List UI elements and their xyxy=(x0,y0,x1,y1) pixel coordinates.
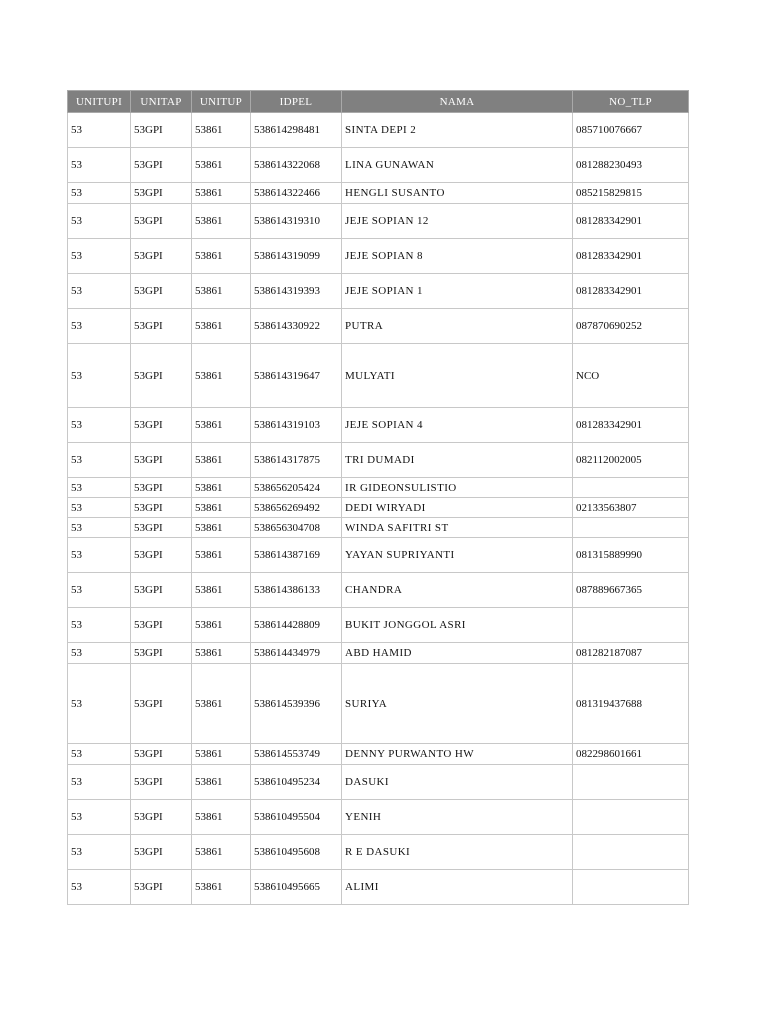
table-row xyxy=(68,204,689,239)
unitup-cell: 53861 xyxy=(192,608,251,643)
nama-cell: TRI DUMADI xyxy=(342,443,573,478)
nama-cell: MULYATI xyxy=(342,344,573,408)
table-row xyxy=(68,664,689,744)
table-row xyxy=(68,344,689,408)
unitap-cell: 53GPI xyxy=(131,608,192,643)
unitap-cell: 53GPI xyxy=(131,478,192,498)
nama-cell: IR GIDEONSULISTIO xyxy=(342,478,573,498)
no-tlp-cell: 081288230493 xyxy=(573,148,689,183)
unitupi-cell: 53 xyxy=(68,113,131,148)
no-tlp-cell: 085215829815 xyxy=(573,183,689,204)
unitupi-cell: 53 xyxy=(68,309,131,344)
nama-cell: DEDI WIRYADI xyxy=(342,498,573,518)
unitap-cell: 53GPI xyxy=(131,113,192,148)
nama-cell: BUKIT JONGGOL ASRI xyxy=(342,608,573,643)
unitup-cell: 53861 xyxy=(192,498,251,518)
no-tlp-cell: 085710076667 xyxy=(573,113,689,148)
table-row xyxy=(68,443,689,478)
idpel-cell: 538614428809 xyxy=(251,608,342,643)
unitupi-cell: 53 xyxy=(68,204,131,239)
no-tlp-cell: 082298601661 xyxy=(573,744,689,765)
nama-cell: JEJE SOPIAN 4 xyxy=(342,408,573,443)
idpel-cell: 538614330922 xyxy=(251,309,342,344)
unitap-cell: 53GPI xyxy=(131,518,192,538)
unitupi-cell: 53 xyxy=(68,183,131,204)
no-tlp-cell: 082112002005 xyxy=(573,443,689,478)
no-tlp-cell: 081283342901 xyxy=(573,239,689,274)
nama-cell: JEJE SOPIAN 8 xyxy=(342,239,573,274)
table-row xyxy=(68,800,689,835)
unitupi-cell: 53 xyxy=(68,443,131,478)
column-header-no-tlp: NO_TLP xyxy=(573,91,689,113)
unitup-cell: 53861 xyxy=(192,408,251,443)
idpel-cell: 538610495504 xyxy=(251,800,342,835)
idpel-cell: 538614298481 xyxy=(251,113,342,148)
unitupi-cell: 53 xyxy=(68,538,131,573)
no-tlp-cell xyxy=(573,835,689,870)
unitupi-cell: 53 xyxy=(68,573,131,608)
unitupi-cell: 53 xyxy=(68,239,131,274)
unitup-cell: 53861 xyxy=(192,443,251,478)
unitup-cell: 53861 xyxy=(192,274,251,309)
unitupi-cell: 53 xyxy=(68,148,131,183)
unitupi-cell: 53 xyxy=(68,478,131,498)
unitap-cell: 53GPI xyxy=(131,870,192,905)
unitup-cell: 53861 xyxy=(192,148,251,183)
unitap-cell: 53GPI xyxy=(131,573,192,608)
idpel-cell: 538614322068 xyxy=(251,148,342,183)
unitap-cell: 53GPI xyxy=(131,274,192,309)
no-tlp-cell: 02133563807 xyxy=(573,498,689,518)
idpel-cell: 538614387169 xyxy=(251,538,342,573)
unitup-cell: 53861 xyxy=(192,239,251,274)
column-header-unitupi: UNITUPI xyxy=(68,91,131,113)
no-tlp-cell: 087870690252 xyxy=(573,309,689,344)
document-page xyxy=(67,90,688,905)
nama-cell: R E DASUKI xyxy=(342,835,573,870)
no-tlp-cell: 081282187087 xyxy=(573,643,689,664)
table-row xyxy=(68,113,689,148)
unitap-cell: 53GPI xyxy=(131,765,192,800)
unitap-cell: 53GPI xyxy=(131,744,192,765)
table-row xyxy=(68,274,689,309)
table-row xyxy=(68,643,689,664)
idpel-cell: 538614317875 xyxy=(251,443,342,478)
nama-cell: WINDA SAFITRI ST xyxy=(342,518,573,538)
table-header-row xyxy=(68,91,689,113)
table-row xyxy=(68,608,689,643)
unitup-cell: 53861 xyxy=(192,113,251,148)
unitap-cell: 53GPI xyxy=(131,148,192,183)
unitup-cell: 53861 xyxy=(192,309,251,344)
nama-cell: JEJE SOPIAN 1 xyxy=(342,274,573,309)
table-row xyxy=(68,183,689,204)
table-row xyxy=(68,148,689,183)
unitup-cell: 53861 xyxy=(192,344,251,408)
unitupi-cell: 53 xyxy=(68,274,131,309)
no-tlp-cell xyxy=(573,608,689,643)
unitup-cell: 53861 xyxy=(192,573,251,608)
unitupi-cell: 53 xyxy=(68,344,131,408)
unitupi-cell: 53 xyxy=(68,870,131,905)
table-row xyxy=(68,518,689,538)
unitap-cell: 53GPI xyxy=(131,664,192,744)
unitupi-cell: 53 xyxy=(68,608,131,643)
no-tlp-cell: 087889667365 xyxy=(573,573,689,608)
column-header-unitap: UNITAP xyxy=(131,91,192,113)
idpel-cell: 538614322466 xyxy=(251,183,342,204)
nama-cell: SURIYA xyxy=(342,664,573,744)
nama-cell: YENIH xyxy=(342,800,573,835)
unitap-cell: 53GPI xyxy=(131,835,192,870)
no-tlp-cell xyxy=(573,800,689,835)
unitap-cell: 53GPI xyxy=(131,498,192,518)
unitup-cell: 53861 xyxy=(192,664,251,744)
idpel-cell: 538614319310 xyxy=(251,204,342,239)
idpel-cell: 538614434979 xyxy=(251,643,342,664)
idpel-cell: 538614386133 xyxy=(251,573,342,608)
table-row xyxy=(68,870,689,905)
nama-cell: JEJE SOPIAN 12 xyxy=(342,204,573,239)
idpel-cell: 538614319099 xyxy=(251,239,342,274)
unitupi-cell: 53 xyxy=(68,664,131,744)
idpel-cell: 538610495608 xyxy=(251,835,342,870)
table-row xyxy=(68,239,689,274)
column-header-idpel: IDPEL xyxy=(251,91,342,113)
unitupi-cell: 53 xyxy=(68,835,131,870)
unitup-cell: 53861 xyxy=(192,204,251,239)
unitupi-cell: 53 xyxy=(68,498,131,518)
table-row xyxy=(68,835,689,870)
table-row xyxy=(68,408,689,443)
table-body xyxy=(68,113,689,905)
unitupi-cell: 53 xyxy=(68,643,131,664)
no-tlp-cell: 081315889990 xyxy=(573,538,689,573)
idpel-cell: 538614539396 xyxy=(251,664,342,744)
unitap-cell: 53GPI xyxy=(131,443,192,478)
idpel-cell: 538614319647 xyxy=(251,344,342,408)
unitup-cell: 53861 xyxy=(192,744,251,765)
customer-table xyxy=(67,90,689,905)
table-row xyxy=(68,309,689,344)
unitup-cell: 53861 xyxy=(192,870,251,905)
nama-cell: LINA GUNAWAN xyxy=(342,148,573,183)
idpel-cell: 538656205424 xyxy=(251,478,342,498)
table-row xyxy=(68,744,689,765)
idpel-cell: 538656304708 xyxy=(251,518,342,538)
unitup-cell: 53861 xyxy=(192,478,251,498)
nama-cell: PUTRA xyxy=(342,309,573,344)
idpel-cell: 538610495665 xyxy=(251,870,342,905)
no-tlp-cell: 081283342901 xyxy=(573,204,689,239)
column-header-unitup: UNITUP xyxy=(192,91,251,113)
nama-cell: YAYAN SUPRIYANTI xyxy=(342,538,573,573)
table-row xyxy=(68,573,689,608)
unitup-cell: 53861 xyxy=(192,643,251,664)
unitupi-cell: 53 xyxy=(68,518,131,538)
unitap-cell: 53GPI xyxy=(131,183,192,204)
unitup-cell: 53861 xyxy=(192,183,251,204)
nama-cell: HENGLI SUSANTO xyxy=(342,183,573,204)
no-tlp-cell: 081283342901 xyxy=(573,408,689,443)
unitup-cell: 53861 xyxy=(192,765,251,800)
unitap-cell: 53GPI xyxy=(131,538,192,573)
unitupi-cell: 53 xyxy=(68,765,131,800)
unitup-cell: 53861 xyxy=(192,800,251,835)
unitupi-cell: 53 xyxy=(68,408,131,443)
no-tlp-cell: 081283342901 xyxy=(573,274,689,309)
nama-cell: ALIMI xyxy=(342,870,573,905)
no-tlp-cell xyxy=(573,870,689,905)
nama-cell: DENNY PURWANTO HW xyxy=(342,744,573,765)
unitap-cell: 53GPI xyxy=(131,408,192,443)
no-tlp-cell: 081319437688 xyxy=(573,664,689,744)
column-header-nama: NAMA xyxy=(342,91,573,113)
idpel-cell: 538614319393 xyxy=(251,274,342,309)
unitup-cell: 53861 xyxy=(192,518,251,538)
idpel-cell: 538614553749 xyxy=(251,744,342,765)
unitap-cell: 53GPI xyxy=(131,643,192,664)
no-tlp-cell xyxy=(573,478,689,498)
no-tlp-cell xyxy=(573,518,689,538)
table-row xyxy=(68,538,689,573)
no-tlp-cell: NCO xyxy=(573,344,689,408)
unitup-cell: 53861 xyxy=(192,538,251,573)
nama-cell: DASUKI xyxy=(342,765,573,800)
unitap-cell: 53GPI xyxy=(131,800,192,835)
unitap-cell: 53GPI xyxy=(131,344,192,408)
table-row xyxy=(68,478,689,498)
table-row xyxy=(68,498,689,518)
idpel-cell: 538656269492 xyxy=(251,498,342,518)
no-tlp-cell xyxy=(573,765,689,800)
idpel-cell: 538610495234 xyxy=(251,765,342,800)
nama-cell: SINTA DEPI 2 xyxy=(342,113,573,148)
table-row xyxy=(68,765,689,800)
unitap-cell: 53GPI xyxy=(131,309,192,344)
unitupi-cell: 53 xyxy=(68,800,131,835)
nama-cell: ABD HAMID xyxy=(342,643,573,664)
unitap-cell: 53GPI xyxy=(131,204,192,239)
unitupi-cell: 53 xyxy=(68,744,131,765)
idpel-cell: 538614319103 xyxy=(251,408,342,443)
nama-cell: CHANDRA xyxy=(342,573,573,608)
unitup-cell: 53861 xyxy=(192,835,251,870)
unitap-cell: 53GPI xyxy=(131,239,192,274)
